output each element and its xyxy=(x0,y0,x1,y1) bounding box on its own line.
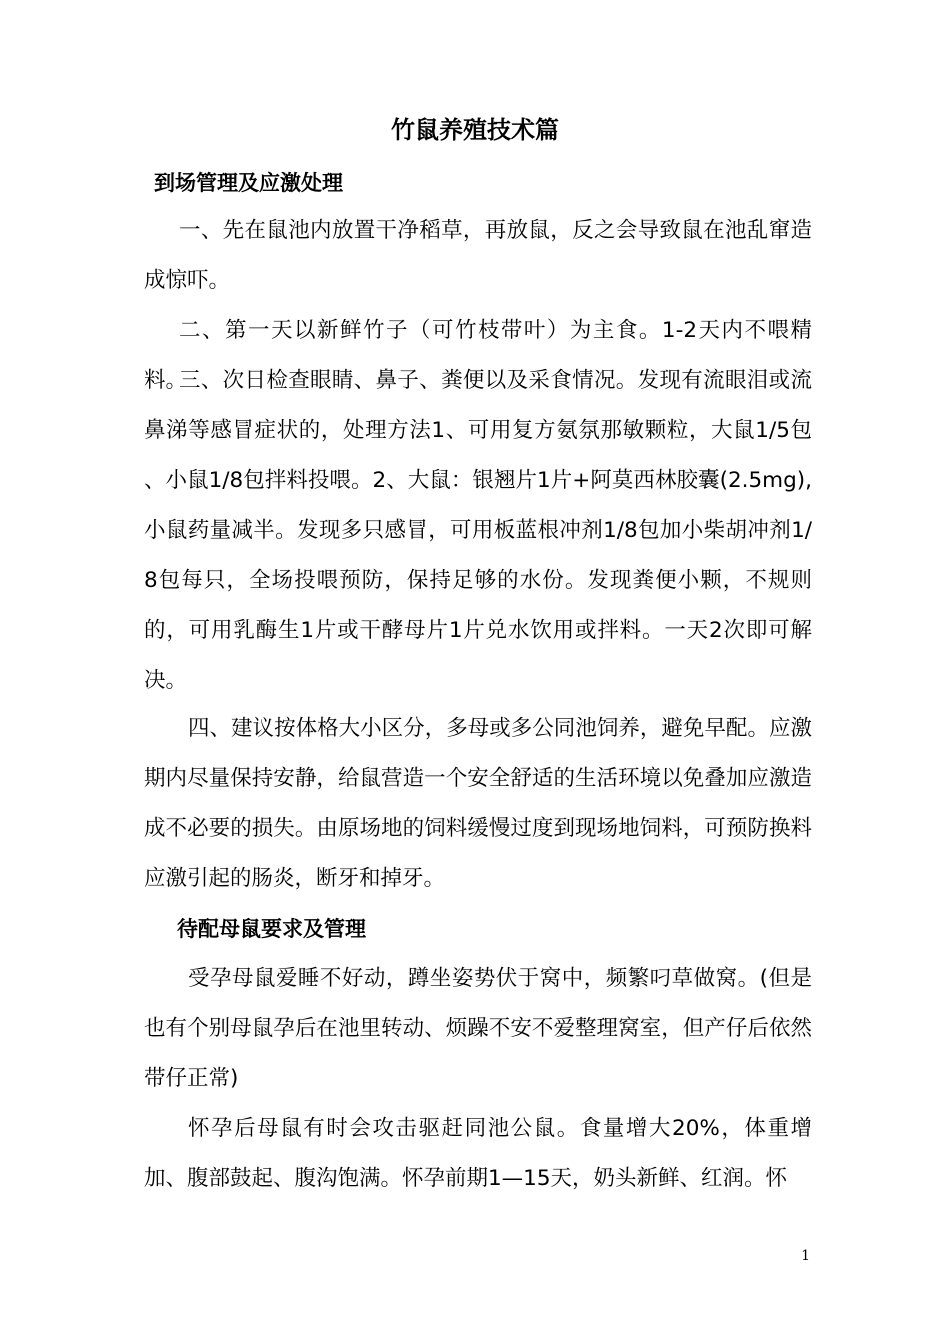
document-title: 竹鼠养殖技术篇 xyxy=(391,116,559,144)
paragraph-2-2: 怀孕后母鼠有时会攻击驱赶同池公鼠。食量增大20%，体重增加、腹部鼓起、腹沟饱满。怀孕前期1—15天，奶头新鲜、红润。怀 xyxy=(144,1116,812,1191)
paragraph-2-1: 受孕母鼠爱睡不好动，蹲坐姿势伏于窝中，频繁叼草做窝。(但是也有个别母鼠孕后在池里转动、烦躁不安不爱整理窝室，但产仔后依然带仔正常) xyxy=(144,966,812,1091)
section-heading-mating-female-management: 待配母鼠要求及管理 xyxy=(177,917,366,941)
page-number: 1 xyxy=(801,1248,810,1264)
paragraph-1-3: 三、次日检查眼睛、鼻子、粪便以及采食情况。发现有流眼泪或流鼻涕等感冒症状的，处理方法1、可用复方氨氛那敏颗粒，大鼠1/5包 、小鼠1/8包拌料投喂。2、大鼠：银翘片1片+阿莫西林胶囊(2.5mg), 小鼠药量减半。发现多只感冒，可用板蓝根冲剂1/8包加小柴胡冲剂1/8包每只，全场投喂预防，保持足够的水份。发现粪便小颗，不规则的，可用乳酶生1片或干酵母片1片兑水饮用或拌料。一天2次即可解决。 xyxy=(144,368,812,693)
paragraph-1-4: 四、建议按体格大小区分，多母或多公同池饲养，避免早配。应激期内尽量保持安静，给鼠营造一个安全舒适的生活环境以免叠加应激造成不必要的损失。由原场地的饲料缓慢过度到现场地饲料，可预防换料应激引起的肠炎，断牙和掉牙。 xyxy=(144,716,812,891)
paragraph-1-1: 一、先在鼠池内放置干净稻草，再放鼠，反之会导致鼠在池乱窜造成惊吓。 xyxy=(144,218,812,293)
paragraph-1-2: 二、第一天以新鲜竹子（可竹枝带叶）为主食。1-2天内不喂精料。 xyxy=(144,318,812,393)
section-heading-arrival-management: 到场管理及应激处理 xyxy=(154,171,343,195)
